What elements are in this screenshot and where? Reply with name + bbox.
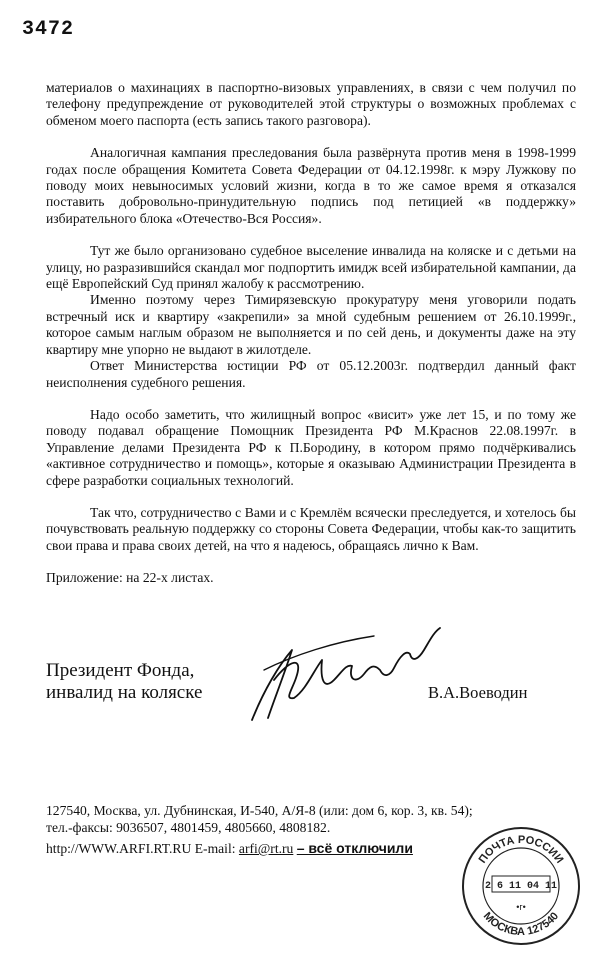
postal-stamp: [456, 818, 586, 948]
handwritten-signature: [234, 620, 454, 730]
paragraph-7: Так что, сотрудничество с Вами и с Кремлём всячески преследуется, и хотелось бы почувствовать реальную поддержку со стороны Совета Федерации, чтобы как-то защитить свои права и права своих детей, на что я надеюсь, обращаясь лично к Вам.: [46, 504, 576, 553]
stamp-top-text: ПОЧТА РОССИИ: [476, 833, 566, 866]
signer-title: [46, 660, 202, 704]
footer-email-link[interactable]: arfi@rt.ru: [238, 841, 294, 856]
footer-disconnected-note: – всё отключили: [296, 840, 413, 856]
signer-name: В.А.Воеводин: [428, 683, 528, 702]
signer-title-line-1: Президент Фонда,: [46, 660, 195, 681]
paragraph-3: Тут же было организовано судебное выселение инвалида на коляске и с детьми на улицу, но разразившийся скандал мог подпортить имидж всей избирательной кампании, да ещё Европейский Суд принял жалобу к рассмотрению.: [46, 243, 576, 292]
stamp-date: 2 6 11 04 11: [484, 881, 558, 892]
footer-address: 127540, Москва, ул. Дубнинская, И-540, А/Я-8 (или: дом 6, кор. 3, кв. 54);: [46, 803, 473, 818]
paragraph-5: Ответ Министерства юстиции РФ от 05.12.2003г. подтвердил данный факт неисполнения судебного решения.: [46, 358, 576, 390]
footer-phones: тел.-факсы: 9036507, 4801459, 4805660, 4808182.: [46, 820, 331, 835]
stamp-mark: •г•: [516, 902, 526, 912]
stamp-bottom-text: МОСКВА 127540: [480, 910, 562, 938]
letterhead-footer: [46, 802, 473, 857]
footer-website[interactable]: http://WWW.ARFI.RT.RU: [46, 841, 192, 856]
signature-block: [46, 660, 566, 740]
paragraph-1: материалов о махинациях в паспортно-визовых управлениях, в связи с чем получил по телефону предупреждение от руководителей этой структуры о возможных проблемах с обменом моего паспорта (есть запись такого разговора).: [46, 80, 576, 128]
footer-contacts: [46, 840, 473, 857]
letter-body: [46, 80, 576, 603]
paragraph-6: Надо особо заметить, что жилищный вопрос «висит» уже лет 15, и по тому же поводу подавал обращение Помощник Президента РФ М.Краснов 22.08.1997г. в Управление делами Президента РФ к П.Бородину, в котором прямо подчёркивались «активное сотрудничество и помощь», которые я оказываю Администрации Президента в сфере разработки социальных технологий.: [46, 406, 576, 488]
signer-title-line-2: инвалид на коляске: [46, 682, 203, 703]
footer-email-label: E-mail:: [194, 841, 236, 856]
attachment-note: Приложение: на 22-х листах.: [46, 570, 214, 586]
paragraph-4: Именно поэтому через Тимирязевскую прокуратуру меня уговорили подать встречный иск и квартиру «закрепили» за мной судебным решением от 26.10.1999г., которое самым наглым образом не выполняется и по сей день, и документы даже на эту квартиру мне упорно не выдают в жилотделе.: [46, 292, 576, 357]
document-number: 3472: [22, 18, 75, 41]
paragraph-2: Аналогичная кампания преследования была развёрнута против меня в 1998-1999 годах после обращения Комитета Совета Федерации от 04.12.1998г. к мэру Лужкову по поводу моих невыносимых условий жизни, когда в то же самое время я отказался поставить добровольно-принудительную подпись под петицией «в поддержку» избирательного блока «Отечество-Вся Россия».: [46, 145, 576, 226]
